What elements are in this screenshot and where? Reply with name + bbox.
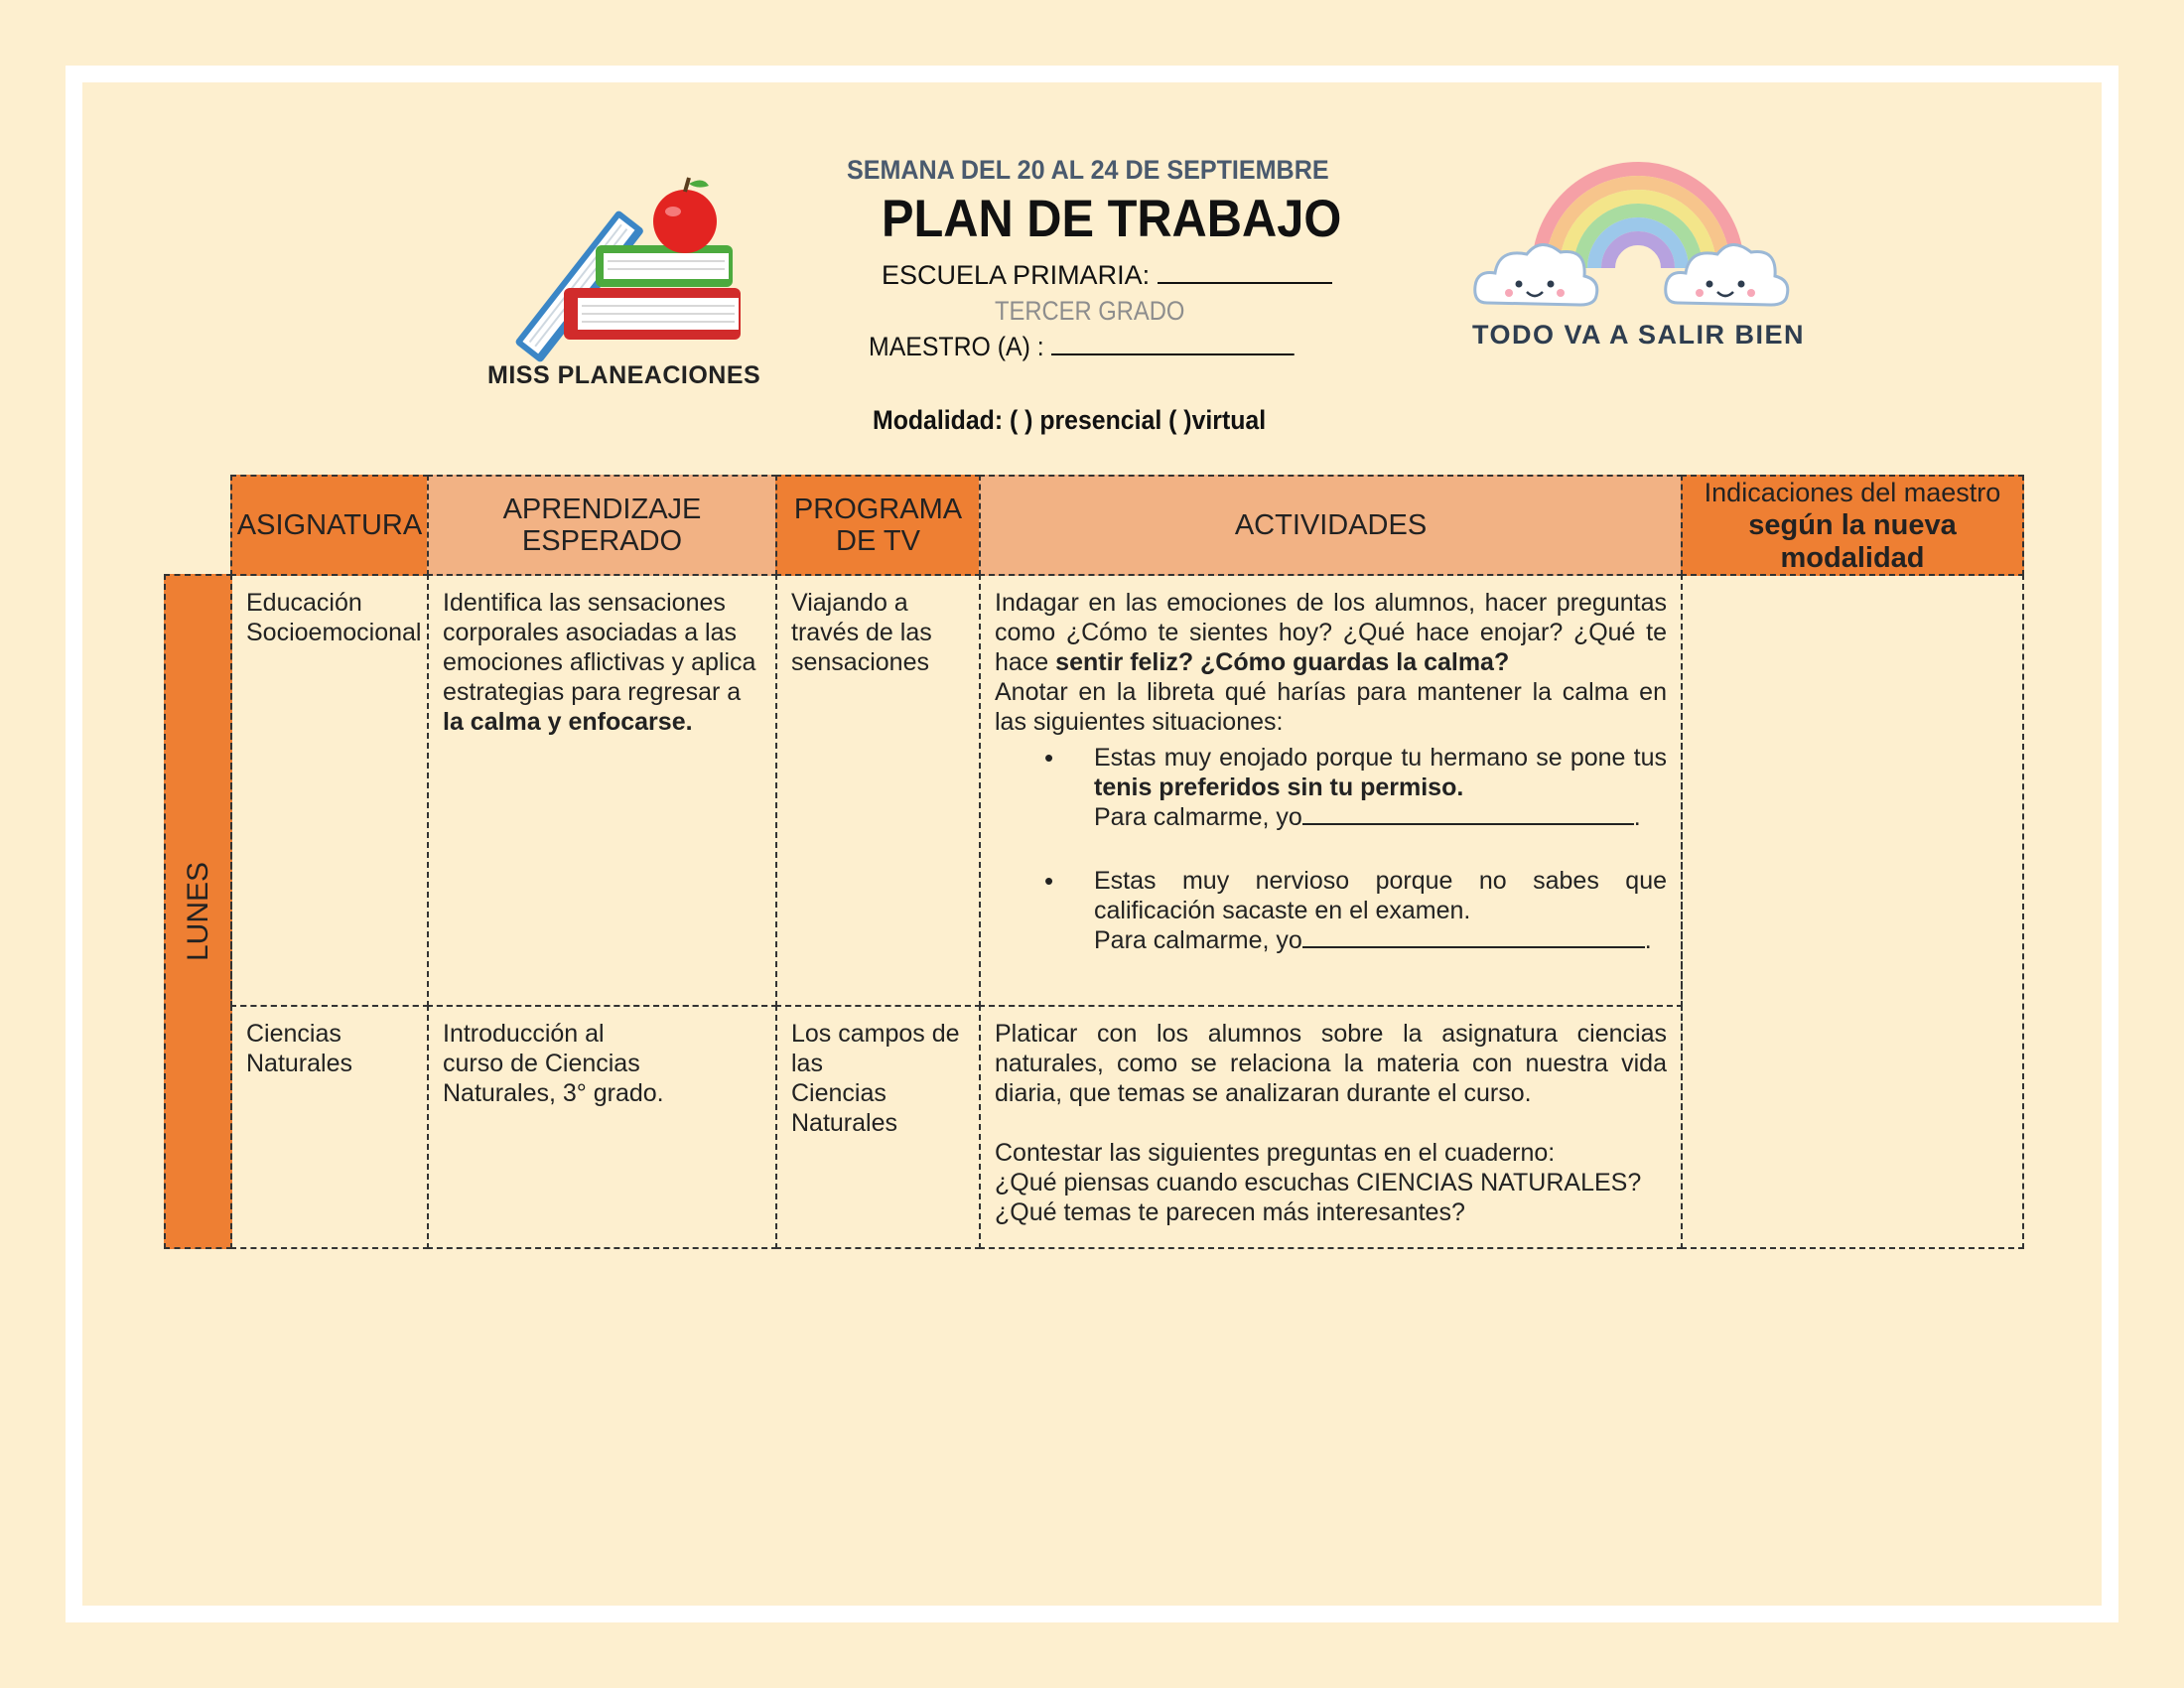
situation1-dot: .: [1633, 803, 1641, 831]
teacher-notes-cell[interactable]: [1681, 574, 2024, 1249]
row1-learning-text: Identifica las sensaciones corporales asociadas a las emociones aflictivas y aplica estrategias para regresar a: [443, 589, 756, 706]
row2-learning-line2: curso de Ciencias: [443, 1050, 640, 1077]
row2-subject: [230, 1005, 429, 1249]
row2-question2: ¿Qué temas te parecen más interesantes?: [995, 1198, 1465, 1226]
situation2-blank: [1302, 926, 1645, 948]
row2-learning-line3: Naturales, 3° grado.: [443, 1079, 664, 1107]
header-tv-line1: PROGRAMA: [793, 493, 963, 525]
situation-item: [995, 743, 1667, 832]
row1-subject-line1: Educación: [246, 589, 362, 617]
row2-subject-line2: Naturales: [246, 1050, 352, 1077]
row1-learning: [427, 574, 777, 1007]
brand-name: MISS PLANEACIONES: [487, 361, 761, 389]
row2-tv-line2: las: [791, 1050, 823, 1077]
header-activities: ACTIVIDADES: [979, 475, 1683, 576]
header-notes-line1: Indicaciones del maestro: [1704, 477, 2001, 507]
modality: Modalidad: ( ) presencial ( )virtual: [873, 405, 1267, 435]
row2-act-para2: Contestar las siguientes preguntas en el cuaderno:: [995, 1139, 1556, 1167]
situation1-prompt: Para calmarme, yo: [1094, 803, 1302, 831]
header-tv-line2: DE TV: [836, 525, 920, 557]
situation1-blank: [1302, 803, 1634, 825]
row2-act-para1: Platicar con los alumnos sobre la asignatura ciencias naturales, como se relaciona la materia con nuestra vida diaria, que temas se analizaran durante el curso.: [995, 1020, 1667, 1107]
page-title: PLAN DE TRABAJO: [882, 190, 1342, 248]
slogan: TODO VA A SALIR BIEN: [1472, 320, 1806, 350]
situation-item: [995, 866, 1667, 955]
row1-tv-line2: través de las: [791, 619, 932, 646]
row2-activities: [979, 1005, 1683, 1249]
work-plan-table: [164, 475, 2024, 1249]
row1-act-para1: [995, 588, 1667, 677]
row1-act-para2: Anotar en la libreta qué harías para mantener la calma en las siguientes situaciones:: [995, 678, 1667, 736]
row2-learning-line1: Introducción al: [443, 1020, 605, 1048]
header-notes-line2: según la nueva: [1748, 508, 1957, 541]
row1-tv-line1: Viajando a: [791, 589, 908, 617]
week-range: SEMANA DEL 20 AL 24 DE SEPTIEMBRE: [847, 155, 1329, 185]
header-subject: ASIGNATURA: [230, 475, 429, 576]
row1-subject-line2: Socioemocional: [246, 619, 422, 646]
row1-tv-program: [775, 574, 981, 1007]
rainbow-logo: [1469, 119, 1807, 318]
situation1-text: Estas muy enojado porque tu hermano se pone tus: [1094, 744, 1667, 772]
row2-subject-line1: Ciencias: [246, 1020, 341, 1048]
school-label: ESCUELA PRIMARIA:: [882, 260, 1151, 290]
situation2-dot: .: [1644, 926, 1652, 954]
row1-activities: [979, 574, 1683, 1007]
school-blank: [1158, 262, 1332, 284]
header-tv-program: [775, 475, 981, 576]
situation1-bold: tenis preferidos sin tu permiso.: [1094, 774, 1464, 801]
row1-act-para1-text: Indagar en las emociones de los alumnos, hacer preguntas como ¿Cómo te sientes hoy? ¿Qué hace enojar? ¿Qué te hace: [995, 589, 1667, 676]
header-learning: APRENDIZAJE ESPERADO: [427, 475, 777, 576]
row1-situation-list: [995, 743, 1667, 955]
situation2-text: Estas muy nervioso porque no sabes que calificación sacaste en el examen.: [1094, 867, 1667, 924]
row2-tv-line4: Naturales: [791, 1109, 897, 1137]
header-notes-line3: modalidad: [1780, 541, 1925, 574]
teacher-field: [869, 332, 1294, 362]
row2-question1: ¿Qué piensas cuando escuchas CIENCIAS NATURALES?: [995, 1169, 1642, 1196]
row1-act-para1-bold: sentir feliz? ¿Cómo guardas la calma?: [1055, 648, 1510, 676]
teacher-label: MAESTRO (A) :: [869, 332, 1044, 361]
row2-tv-program: [775, 1005, 981, 1249]
teacher-blank: [1051, 334, 1295, 355]
grade: TERCER GRADO: [995, 296, 1185, 326]
row2-learning: [427, 1005, 777, 1249]
school-field: [882, 260, 1332, 291]
situation2-prompt: Para calmarme, yo: [1094, 926, 1302, 954]
row1-tv-line3: sensaciones: [791, 648, 929, 676]
row2-tv-line1: Los campos de: [791, 1020, 960, 1048]
row2-tv-line3: Ciencias: [791, 1079, 887, 1107]
row1-subject: [230, 574, 429, 1007]
row1-learning-bold: la calma y enfocarse.: [443, 708, 693, 736]
day-label: LUNES: [181, 861, 214, 962]
day-column: [164, 574, 232, 1249]
header-teacher-notes: [1681, 475, 2024, 576]
